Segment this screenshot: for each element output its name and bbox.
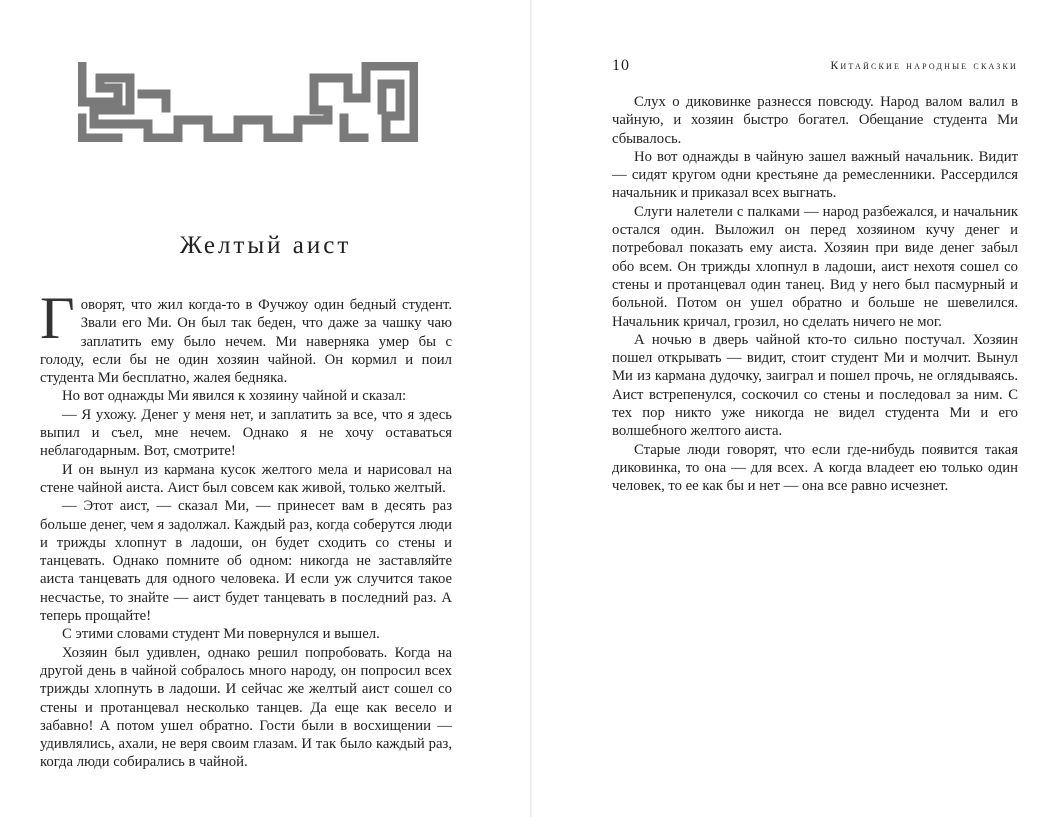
right-page <box>532 0 1060 817</box>
paragraph: Хозяин был удивлен, однако решил попробовать. Когда на другой день в чайной собралось много народу, он попросил всех трижды хлопнуть в ладоши. И сейчас же желтый аист сошел со стены и протанцевал несколько танцев. Да еще как весело и забавно! А потом ушел обратно. Гости были в восхищении — удивлялись, ахали, не веря своим глазам. И так было каждый раз, когда люди собирались в чайной. <box>40 644 452 771</box>
paragraph: Слуги налетели с палками — народ разбежался, и начальник остался один. Выложил он перед хозяином кучу денег и потребовал показать ему аиста. Хозяин при виде денег забыл обо всем. Он трижды хлопнул в ладоши, аист нехотя сошел со стены и протанцевал один танец. Вид у него был пасмурный и больной. Потом он ушел обратно и больше не шевелился. Начальник кричал, грозил, но сделать ничего не мог. <box>612 203 1018 330</box>
right-page-text <box>612 93 1018 496</box>
paragraph-text: оворят, что жил когда-то в Фучжоу один бедный студент. Звали его Ми. Он был так беден, что даже за чашку чаю заплатить ему было нечем. Ми наверняка умер бы с голоду, если бы не один хозяин чайной. Он кормил и поил студента Ми бесплатно, жалея бедняка. <box>40 297 452 387</box>
paragraph: — Этот аист, — сказал Ми, — принесет вам в десять раз больше денег, чем я задолжал. Каждый раз, когда соберутся люди и трижды хлопнут в ладоши, он будет сходить со стены и танцевать. Однако помните об одном: никогда не заставляйте аиста танцевать для одного человека. И если уж случится такое несчастье, то знайте — аист будет танцевать в последний раз. А теперь прощайте! <box>40 498 452 625</box>
paragraph: Но вот однажды в чайную зашел важный начальник. Видит — сидят кругом одни крестьяне да ремесленники. Рассердился начальник и приказал всех выгнать. <box>612 148 1018 202</box>
page-header <box>612 57 1018 77</box>
chinese-fret-ornament <box>78 62 418 142</box>
running-head: Китайские народные сказки <box>830 60 1018 72</box>
left-page-text <box>40 285 452 772</box>
paragraph: Старые люди говорят, что если где-нибудь появится такая диковинка, то она — для всех. А когда владеет ею только один человек, то ее как бы и нет — она все равно исчезнет. <box>612 441 1018 495</box>
drop-cap: Г <box>40 285 75 351</box>
page-number: 10 <box>612 57 630 74</box>
paragraph: — Я ухожу. Денег у меня нет, и заплатить за все, что я здесь выпил и съел, мне нечем. Однако я не хочу оставаться неблагодарным. Вот, смотрите! <box>40 406 452 460</box>
paragraph: А ночью в дверь чайной кто-то сильно постучал. Хозяин пошел открывать — видит, стоит студент Ми и молчит. Вынул Ми из кармана дудочку, заиграл и пошел прочь, не оглядываясь. Аист встрепенулся, соскочил со стены и последовал за ним. С тех пор никто уже никогда не видел студента Ми и его волшебного желтого аиста. <box>612 331 1018 440</box>
paragraph: С этими словами студент Ми повернулся и вышел. <box>62 626 380 643</box>
paragraph: Но вот однажды Ми явился к хозяину чайной и сказал: <box>62 388 407 405</box>
paragraph <box>40 285 452 387</box>
paragraph: И он вынул из кармана кусок желтого мела и нарисовал на стене чайной аиста. Аист был совсем как живой, только желтый. <box>40 461 452 496</box>
paragraph: Слух о диковинке разнесся повсюду. Народ валом валил в чайную, и хозяин быстро богател. Обещание студента Ми сбывалось. <box>612 94 1018 147</box>
chapter-title: Желтый аист <box>179 232 352 259</box>
